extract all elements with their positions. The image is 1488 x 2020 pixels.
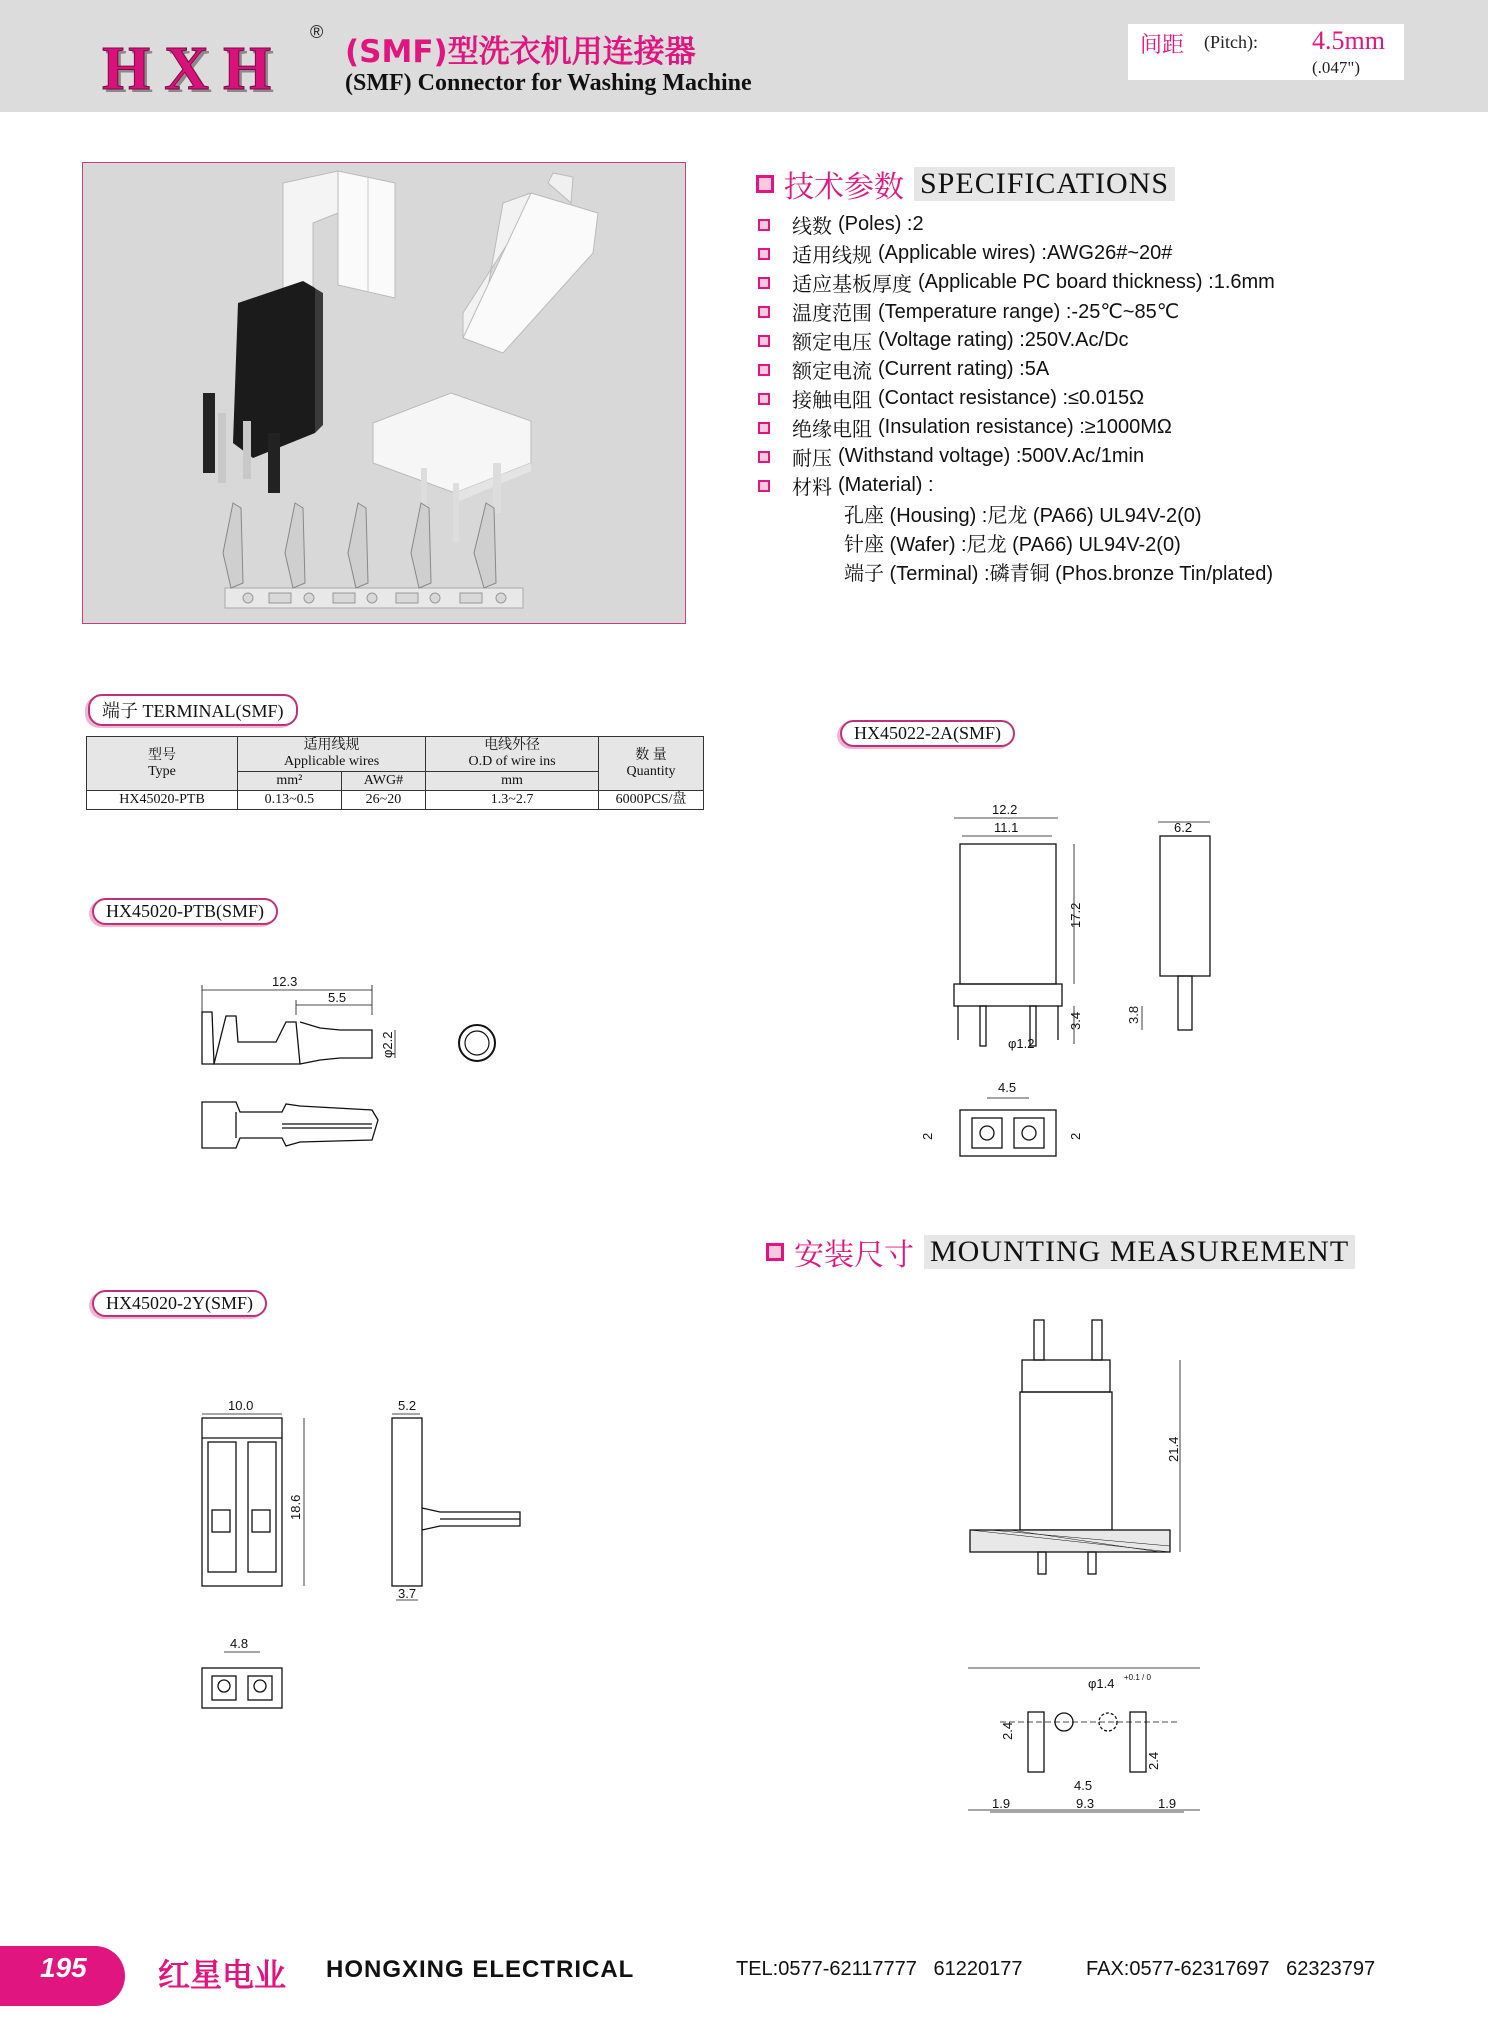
spec-label-cn: 额定电压 <box>792 330 872 354</box>
dim-a-pin: 3.4 <box>1068 1011 1083 1030</box>
material-housing: 孔座 (Housing) :尼龙 (PA66) UL94V-2(0) <box>844 505 1202 527</box>
dim-ptb-length: 12.3 <box>272 974 298 989</box>
dim-a-side-pin: 3.8 <box>1126 1005 1141 1024</box>
dim-a-dia: φ1.2 <box>1008 1036 1035 1051</box>
dim-ptb-sub: 5.5 <box>328 990 347 1005</box>
th-qty-cn: 数 量 <box>635 747 667 763</box>
company-name-cn: 红星电业 <box>158 1956 287 1994</box>
page-title-cn: (SMF)型洗衣机用连接器 <box>345 34 696 70</box>
th-wires-cn: 适用线规 <box>303 738 360 753</box>
dim-y-side: 5.2 <box>398 1398 417 1413</box>
dim-a-side: 6.2 <box>1174 820 1193 835</box>
pitch-label-en: (Pitch): <box>1204 32 1258 52</box>
spec-value: (Insulation resistance) :≥1000MΩ <box>878 416 1172 438</box>
spec-label-cn: 耐压 <box>792 446 832 470</box>
terminal-table-label: 端子 TERMINAL(SMF) <box>88 694 298 726</box>
mounting-heading-en: MOUNTING MEASUREMENT <box>924 1235 1355 1269</box>
pitch-label-cn: 间距 <box>1140 33 1185 58</box>
th-unit-awg: AWG# <box>341 772 425 791</box>
dim-a-pitch: 4.5 <box>998 1080 1017 1095</box>
dim-y-pitch: 4.8 <box>230 1636 249 1651</box>
th-type-cn: 型号 <box>148 747 176 763</box>
dim-m-tolerance: +0.1 / 0 <box>1124 1673 1151 1682</box>
spec-label-cn: 适用线规 <box>792 243 872 267</box>
spec-value: (Contact resistance) :≤0.015Ω <box>878 387 1145 409</box>
spec-value: (Voltage rating) :250V.Ac/Dc <box>878 329 1129 351</box>
dim-a-height: 17.2 <box>1068 902 1083 928</box>
dim-a-inner: 11.1 <box>994 820 1019 835</box>
dim-m-right: 1.9 <box>1158 1796 1177 1811</box>
fax: FAX:0577-62317697 62323797 <box>1086 1958 1376 1980</box>
th-wires-en: Applicable wires <box>283 754 380 770</box>
spec-value: (Current rating) :5A <box>878 358 1050 380</box>
dim-m-mid: 9.3 <box>1076 1796 1095 1811</box>
dim-a-width: 12.2 <box>992 802 1018 817</box>
spec-label-cn: 线数 <box>792 214 832 238</box>
dim-m-hole: φ1.4 <box>1088 1676 1115 1691</box>
page-number: 195 <box>40 1952 87 1983</box>
cell-od: 1.3~2.7 <box>426 791 599 810</box>
spec-value: (Applicable PC board thickness) :1.6mm <box>918 271 1275 293</box>
th-od-cn: 电线外径 <box>484 738 541 753</box>
dim-y-width: 10.0 <box>228 1398 254 1413</box>
specifications-heading-en: SPECIFICATIONS <box>914 167 1175 201</box>
dim-a-edge-right: 2 <box>1068 1132 1083 1140</box>
spec-label-cn: 温度范围 <box>792 301 872 325</box>
pitch-inch: (.047") <box>1312 58 1361 77</box>
spec-label-cn: 绝缘电阻 <box>792 417 872 441</box>
company-name-en: HONGXING ELECTRICAL <box>326 1956 635 1983</box>
dim-m-b: 2.4 <box>1146 1751 1161 1770</box>
th-unit-mm: mm <box>426 772 599 791</box>
dim-m-height: 21.4 <box>1166 1436 1181 1462</box>
material-wafer: 针座 (Wafer) :尼龙 (PA66) UL94V-2(0) <box>844 534 1181 556</box>
spec-value: (Poles) :2 <box>838 213 924 235</box>
pitch-value: 4.5mm <box>1312 26 1385 55</box>
th-unit-mm2: mm² <box>238 772 342 791</box>
dim-ptb-dia: φ2.2 <box>380 1031 395 1058</box>
spec-label-cn: 适应基板厚度 <box>792 272 912 296</box>
registered-mark: ® <box>310 22 324 42</box>
ptb-terminal-drawing <box>202 985 495 1148</box>
telephone: TEL:0577-62117777 61220177 <box>736 1958 1023 1980</box>
spec-value: (Temperature range) :-25℃~85℃ <box>878 301 1180 323</box>
spec-label-cn: 额定电流 <box>792 359 872 383</box>
page-title-en: (SMF) Connector for Washing Machine <box>345 70 752 96</box>
y2-housing-drawing <box>202 1414 520 1708</box>
cell-mm2: 0.13~0.5 <box>238 791 342 810</box>
specifications-heading-cn: 技术参数 <box>784 170 904 205</box>
spec-label-cn: 材料 <box>792 475 832 499</box>
mounting-side-drawing <box>970 1320 1180 1574</box>
dim-a-edge-left: 2 <box>920 1132 935 1140</box>
dim-m-pitch: 4.5 <box>1074 1778 1093 1793</box>
dim-m-a: 2.4 <box>1000 1721 1015 1740</box>
th-qty-en: Quantity <box>626 763 676 779</box>
company-logo: HXH <box>102 35 286 103</box>
cell-type: HX45020-PTB <box>87 791 238 810</box>
material-terminal: 端子 (Terminal) :磷青铜 (Phos.bronze Tin/plated) <box>844 563 1274 585</box>
a2-drawing-label: HX45022-2A(SMF) <box>840 720 1015 747</box>
cell-qty: 6000PCS/盘 <box>599 791 704 810</box>
y2-drawing-label: HX45020-2Y(SMF) <box>92 1290 267 1317</box>
spec-value: (Applicable wires) :AWG26#~20# <box>878 242 1173 264</box>
dim-m-left: 1.9 <box>992 1796 1011 1811</box>
a2-wafer-drawing <box>954 818 1210 1156</box>
th-type-en: Type <box>148 763 176 779</box>
spec-value: (Withstand voltage) :500V.Ac/1min <box>838 445 1145 467</box>
spec-label-cn: 接触电阻 <box>792 388 872 412</box>
dim-y-height: 18.6 <box>288 1494 303 1520</box>
dim-y-foot: 3.7 <box>398 1586 417 1601</box>
th-od-en: O.D of wire ins <box>468 754 556 770</box>
spec-value: (Material) : <box>838 474 934 496</box>
cell-awg: 26~20 <box>341 791 425 810</box>
mounting-heading-cn: 安装尺寸 <box>794 1238 914 1273</box>
ptb-drawing-label: HX45020-PTB(SMF) <box>92 898 278 925</box>
